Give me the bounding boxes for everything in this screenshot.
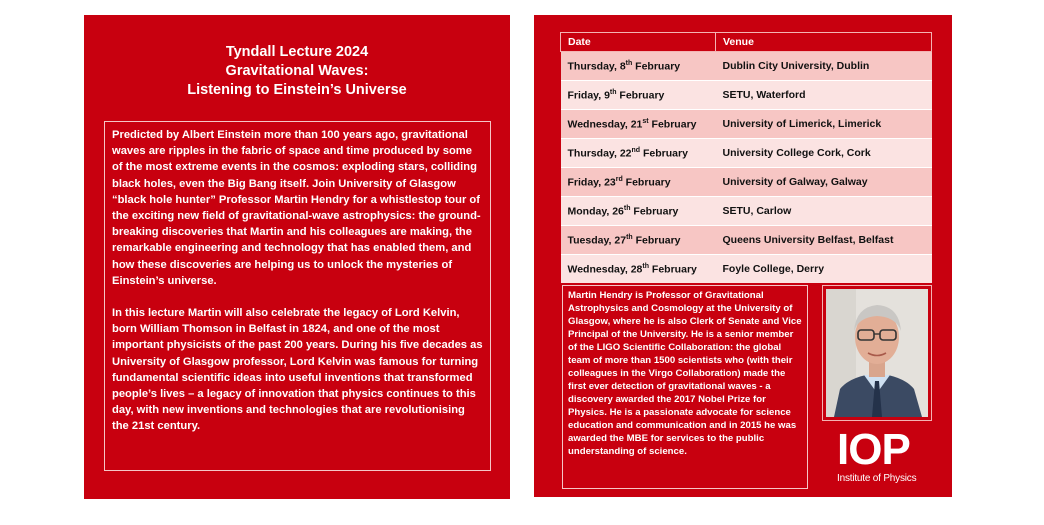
title-line: Gravitational Waves: [225,63,369,79]
abstract-box [104,121,491,471]
iop-logo [837,425,917,484]
date-header: Date [561,33,716,52]
title-line: Tyndall Lecture 2024 [225,44,369,60]
venue-cell: Queens University Belfast, Belfast [716,226,932,255]
date-cell: Monday, 26th February [561,197,716,226]
date-cell: Tuesday, 27th February [561,226,716,255]
abstract-paragraph: Predicted by Albert Einstein more than 100 years ago, gravitational waves are ripples in the fabric of space and time produced by some of the most extreme events in the cosmos: exploding stars, colliding black holes, even the Big Bang itself. Join University of Glasgow “black hole hunter” Professor Martin Hendry for a whistlestop tour of the exciting new field of gravitational-wave astrophysics: the ground-breaking discoveries that Martin and his colleagues are making, the remarkable engineering and technology that has enabled them, and how these discoveries are helping us to unlock the mysteries of Einstein’s universe. [112,129,481,287]
date-cell: Wednesday, 28th February [561,255,716,284]
venue-cell: Foyle College, Derry [716,255,932,284]
schedule-table [560,32,932,283]
venue-cell: SETU, Carlow [716,197,932,226]
title-line: Listening to Einstein’s Universe [187,82,407,98]
date-cell: Thursday, 8th February [561,52,716,81]
table-header-row [561,33,932,52]
logo-name: Institute of Physics [837,473,917,484]
lecture-panel [84,15,510,499]
venue-cell: University College Cork, Cork [716,139,932,168]
table-row [561,52,932,81]
venue-cell: University of Limerick, Limerick [716,110,932,139]
table-row [561,255,932,284]
venue-cell: Dublin City University, Dublin [716,52,932,81]
date-cell: Friday, 23rd February [561,168,716,197]
table-row [561,81,932,110]
speaker-photo-frame [822,285,932,421]
venue-cell: University of Galway, Galway [716,168,932,197]
venue-header: Venue [716,33,932,52]
schedule-panel [534,15,952,497]
table-row [561,139,932,168]
date-cell: Thursday, 22nd February [561,139,716,168]
table-row [561,226,932,255]
date-cell: Friday, 9th February [561,81,716,110]
table-row [561,110,932,139]
venue-cell: SETU, Waterford [716,81,932,110]
schedule-body [561,52,932,284]
date-cell: Wednesday, 21st February [561,110,716,139]
speaker-photo [826,289,928,417]
logo-mark: IOP [837,425,910,474]
table-row [561,197,932,226]
speaker-bio-box [562,285,808,489]
lecture-title [84,43,510,100]
speaker-bio: Martin Hendry is Professor of Gravitational Astrophysics and Cosmology at the University of Glasgow, where he is also Clerk of Senate and Vice Principal of the University. He is a senior member of the LIGO Scientific Collaboration: the global team of more than 1500 scientists who (with their colleagues in the Virgo Collaboration) made the first ever detection of gravitational waves - a discovery awarded the 2017 Nobel Prize for Physics. He is a passionate advocate for science education and communication and in 2015 he was awarded the MBE for services to the public understanding of science. [568,290,802,457]
abstract-paragraph: In this lecture Martin will also celebrate the legacy of Lord Kelvin, born William Thomson in Belfast in 1824, and one of the most important physicists of the past 200 years. During his five decades as University of Glasgow professor, Lord Kelvin was famous for turning fundamental scientific ideas into useful inventions that transformed people’s lives – a legacy of innovation that physics continues to this day, with new inventions and technologies that are revolutionising the 21st century. [112,307,483,433]
table-row [561,168,932,197]
